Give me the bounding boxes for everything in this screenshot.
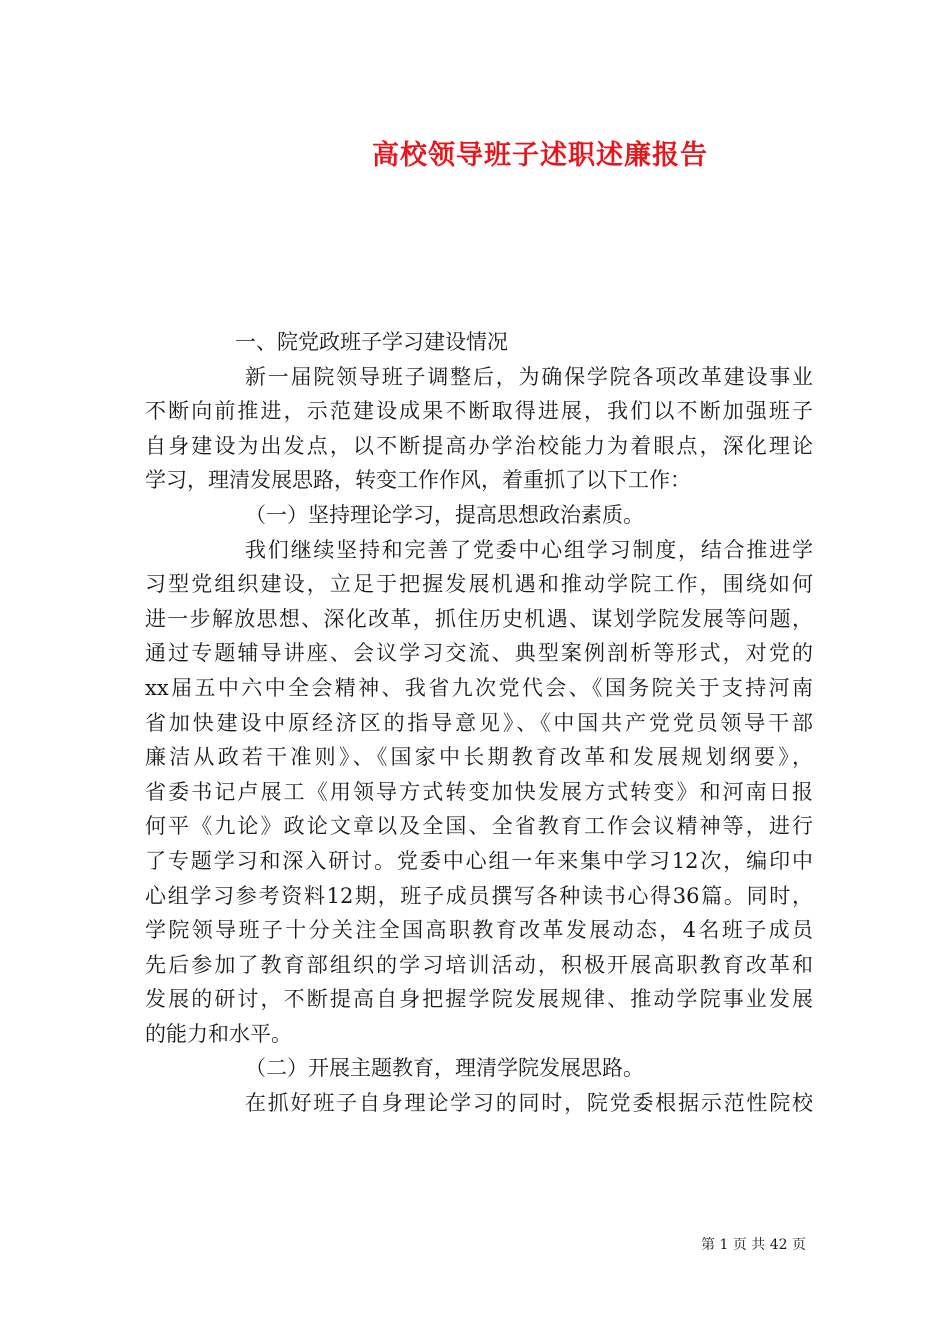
paragraph-line: 廉洁从政若干准则》、《国家中长期教育改革和发展规划纲要》， — [145, 745, 813, 770]
section-heading: 一、院党政班子学习建设情况 — [235, 330, 508, 354]
paragraph-line: 学习，理清发展思路，转变工作作风，着重抓了以下工作： — [145, 468, 691, 493]
paragraph-line: xx届五中六中全会精神、我省九次党代会、《国务院关于支持河南 — [145, 675, 813, 700]
paragraph-line: 学院领导班子十分关注全国高职教育改革发展动态，4名班子成员 — [145, 918, 813, 943]
paragraph-line: 自身建设为出发点，以不断提高办学治校能力为着眼点，深化理论 — [145, 433, 813, 458]
page-number: 第 1 页 共 42 页 — [701, 1237, 806, 1253]
paragraph-line: 我们继续坚持和完善了党委中心组学习制度，结合推进学 — [245, 537, 813, 562]
paragraph-line: 不断向前推进，示范建设成果不断取得进展，我们以不断加强班子 — [145, 399, 813, 424]
paragraph-line: 省委书记卢展工《用领导方式转变加快发展方式转变》和河南日报 — [145, 779, 813, 804]
paragraph-line: 省加快建设中原经济区的指导意见》、《中国共产党党员领导干部 — [145, 710, 813, 735]
subsection-heading: （一）坚持理论学习，提高思想政治素质。 — [245, 502, 644, 527]
paragraph-line: 了专题学习和深入研讨。党委中心组一年来集中学习12次，编印中 — [145, 848, 813, 873]
paragraph-line: 新一届院领导班子调整后，为确保学院各项改革建设事业 — [245, 364, 813, 389]
paragraph-line: 发展的研讨，不断提高自身把握学院发展规律、推动学院事业发展 — [145, 987, 813, 1012]
paragraph-line: 先后参加了教育部组织的学习培训活动，积极开展高职教育改革和 — [145, 952, 813, 977]
paragraph-line: 心组学习参考资料12期，班子成员撰写各种读书心得36篇。同时， — [145, 883, 813, 908]
subsection-heading: （二）开展主题教育，理清学院发展思路。 — [245, 1056, 644, 1081]
paragraph-line: 习型党组织建设，立足于把握发展机遇和推动学院工作，围绕如何 — [145, 572, 813, 597]
paragraph-line: 何平《九论》政论文章以及全国、全省教育工作会议精神等，进行 — [145, 814, 813, 839]
paragraph-line: 通过专题辅导讲座、会议学习交流、典型案例剖析等形式，对党的 — [145, 641, 813, 666]
document-body — [145, 325, 813, 1121]
paragraph-line: 进一步解放思想、深化改革，抓住历史机遇、谋划学院发展等问题， — [145, 606, 813, 631]
paragraph-line: 在抓好班子自身理论学习的同时，院党委根据示范性院校 — [245, 1091, 813, 1116]
document-title: 高校领导班子述职述廉报告 — [372, 140, 708, 171]
paragraph-line: 的能力和水平。 — [145, 1021, 292, 1046]
